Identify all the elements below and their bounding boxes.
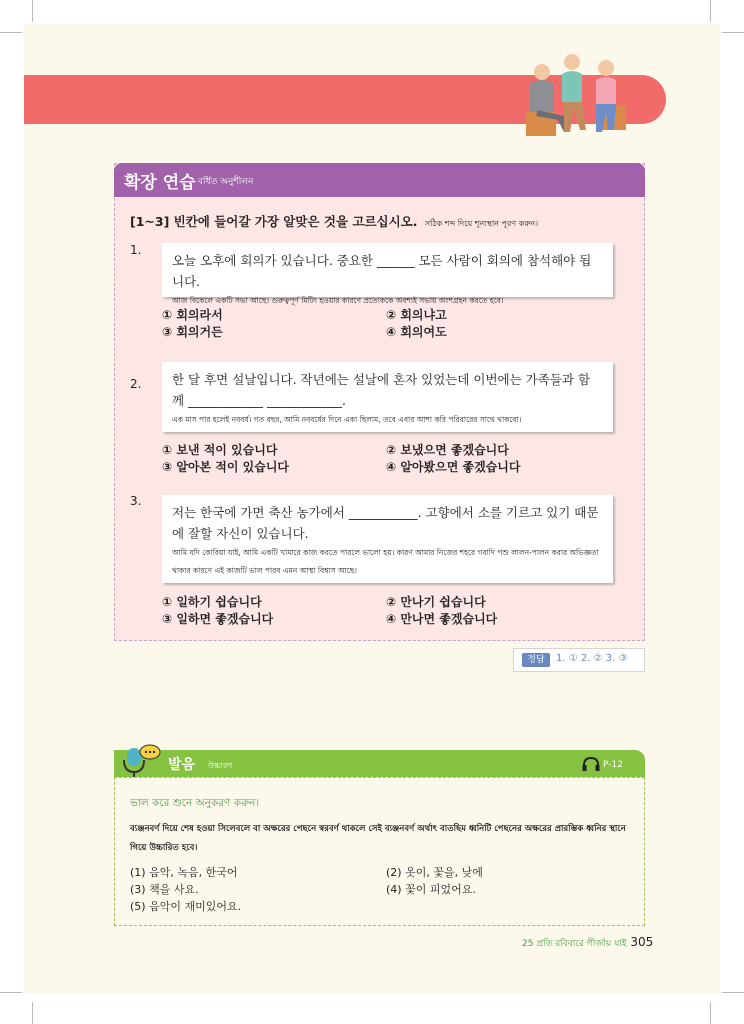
option[interactable]: ① 일하기 쉽습니다 [162, 595, 262, 609]
question-translation: এক মাস পার হলেই নববর্ষ। গত বছর, আমি নববর্ষের দিনে একা ছিলাম, তবে এবার আশা করি পরিবারের সাথে থাকবো। [172, 415, 522, 424]
option[interactable]: ③ 일하면 좋겠습니다 [162, 612, 274, 626]
page-number: 305 [630, 935, 654, 949]
chapter-title: 25 প্রতি রবিবারে গীর্জায় যাই [522, 939, 627, 949]
option[interactable]: ② 회의냐고 [386, 308, 447, 322]
question-text: 저는 한국에 가면 축산 농가에서 ___________. 고향에서 소를 기르고 있기 때문에 잘할 자신이 있습니다. [172, 505, 599, 541]
crop-mark [710, 1002, 711, 1024]
people-illustration [520, 50, 630, 140]
headphones-icon [582, 757, 600, 771]
pronunciation-rule: ব্যঞ্জনবর্ণ দিয়ে শেষ হওয়া সিলেবলে বা অক্ষরের পেছনে স্বরবর্ণ থাকলে সেই ব্যঞ্জনবর্ণ অর্থাৎ বাতছিম ধ্বনিটি পেছনের অক্ষরের প্রারম্ভিক ধ্বনির স্থানে গিয়ে উচ্চারিত হবে। [130, 824, 626, 853]
question-translation: আমি যদি কোরিয়া যাই, আমি একটি খামারে কাজ করতে পারলে ভালো হয়। কারণ আমার নিজের শহরে গবাদি পশু লালন-পালন করার অভিজ্ঞতা থাকার কারণে এই কাজটি ভাল পারব এমন আস্থা বিশ্বাস আছে। [172, 548, 599, 575]
pronunciation-item: (2) 옷이, 꽃을, 낮에 [386, 866, 483, 879]
question-text: 오늘 오후에 회의가 있습니다. 중요한 ______ 모든 사람이 회의에 참석해야 됩니다. [172, 253, 592, 289]
practice-subtitle: বর্ধিত অনুশীলন [198, 177, 254, 187]
answer-label: 정답 [522, 653, 550, 667]
option[interactable]: ② 만나기 쉽습니다 [386, 595, 486, 609]
option[interactable]: ① 회의라서 [162, 308, 223, 322]
crop-mark [32, 0, 33, 22]
pronunciation-item: (3) 책을 사요. [130, 883, 199, 896]
question-text: 한 달 후면 설날입니다. 작년에는 설날에 혼자 있었는데 이번에는 가족들과 함께 ____________ ____________. [172, 372, 591, 408]
practice-title: 확장 연습 [124, 173, 196, 193]
crop-mark [710, 0, 711, 22]
crop-mark [722, 32, 744, 33]
speech-bubble-icon [139, 744, 161, 762]
question-box [162, 243, 613, 305]
question-translation: আজ বিকেলে একটি সভা আছে। গুরুত্বপূর্ণ মিটিং হওয়ার কারণে প্রত্যেককে অবশ্যই সভায় অংশগ্রহন করতে হবে। [172, 296, 504, 305]
option[interactable]: ④ 알아봤으면 좋겠습니다 [386, 460, 521, 474]
question-box [162, 362, 613, 432]
pronunciation-instruction: ভাল করে শুনে অনুকরণ করুন। [130, 797, 260, 809]
question-number: 1. [130, 243, 142, 257]
answer-text: 1. ① 2. ② 3. ③ [556, 653, 628, 664]
pronunciation-subtitle: উচ্চারণ [208, 761, 233, 770]
option[interactable]: ② 보냈으면 좋겠습니다 [386, 443, 509, 457]
pronunciation-item: (5) 음악이 재미있어요. [130, 900, 242, 913]
option[interactable]: ① 보낸 적이 있습니다 [162, 443, 278, 457]
question-box [162, 495, 613, 583]
question-number: 2. [130, 377, 142, 391]
instruction-text: [1~3] 빈칸에 들어갈 가장 알맞은 것을 고르십시오. [130, 214, 418, 229]
crop-mark [32, 1002, 33, 1024]
practice-instruction [130, 212, 538, 231]
crop-mark [0, 992, 22, 993]
question-number: 3. [130, 494, 142, 508]
option[interactable]: ③ 알아본 적이 있습니다 [162, 460, 290, 474]
instruction-translation: সঠিক শব্দ দিয়ে শূন্যস্থান পূরণ করুন। [424, 219, 539, 228]
crop-mark [0, 32, 22, 33]
page-footer [522, 935, 653, 951]
pronunciation-item: (1) 음악, 녹음, 한국어 [130, 866, 238, 879]
pronunciation-item: (4) 꽃이 피었어요. [386, 883, 476, 896]
option[interactable]: ④ 회의여도 [386, 325, 447, 339]
audio-page-ref[interactable]: P-12 [603, 760, 623, 770]
option[interactable]: ③ 회의거든 [162, 325, 223, 339]
option[interactable]: ④ 만나면 좋겠습니다 [386, 612, 498, 626]
crop-mark [722, 992, 744, 993]
pronunciation-title: 발음 [168, 757, 196, 773]
